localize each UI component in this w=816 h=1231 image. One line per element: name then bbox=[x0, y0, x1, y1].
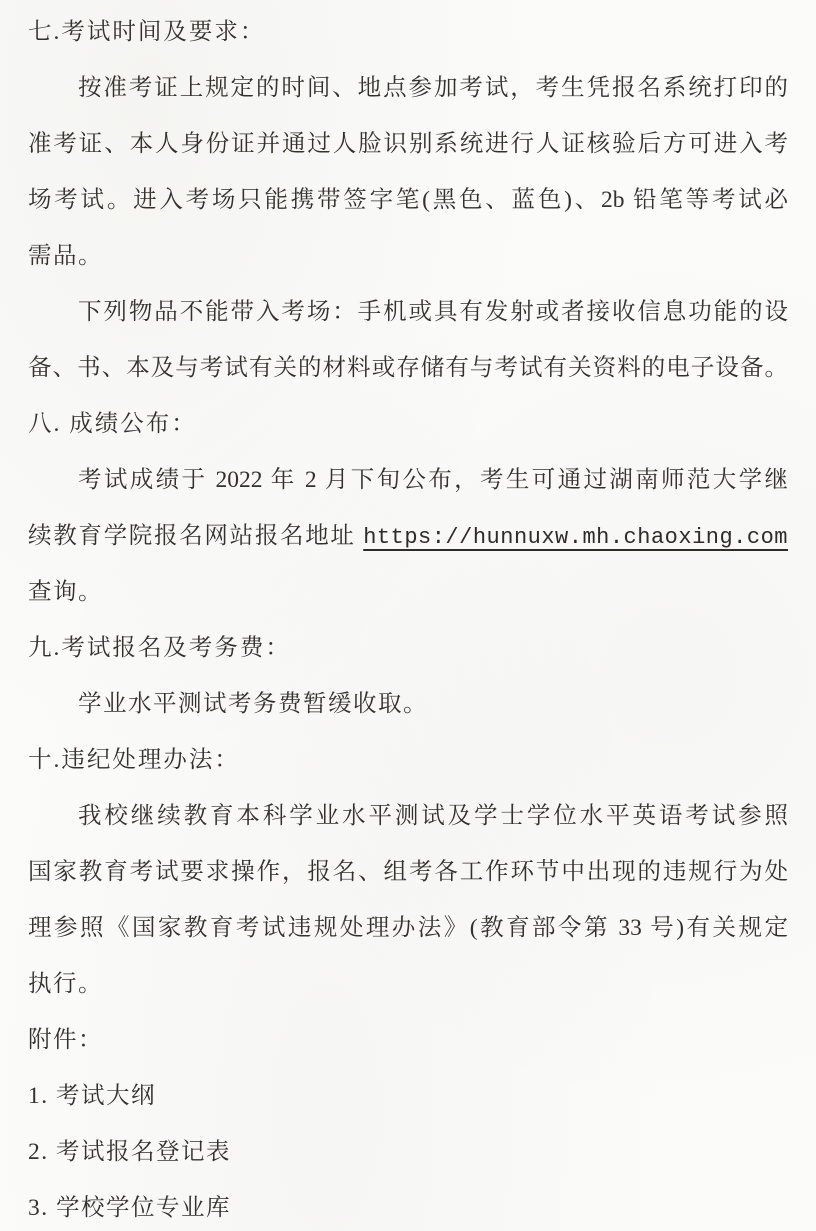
section-10-paragraph-1-line-4: 执行。 bbox=[28, 971, 103, 997]
section-8-paragraph-1-line-3: 查询。 bbox=[28, 579, 103, 605]
attachment-item-1: 1. 考试大纲 bbox=[28, 1083, 156, 1109]
registration-site-text: 续教育学院报名网站报名地址 bbox=[28, 523, 364, 549]
attachment-item-3: 3. 学校学位专业库 bbox=[28, 1195, 231, 1221]
section-10-paragraph-1-line-1: 我校继续教育本科学业水平测试及学士学位水平英语考试参照 bbox=[78, 803, 788, 829]
section-10-paragraph-1-line-3: 理参照《国家教育考试违规处理办法》(教育部令第 33 号)有关规定 bbox=[28, 915, 788, 941]
section-10-heading: 十.违纪处理办法： bbox=[28, 747, 240, 773]
section-7-paragraph-1-line-3: 场考试。进入考场只能携带签字笔(黑色、蓝色)、2b 铅笔等考试必 bbox=[28, 187, 788, 213]
section-7-paragraph-1-line-4: 需品。 bbox=[28, 243, 103, 269]
section-8-paragraph-1-line-2 bbox=[28, 508, 788, 564]
section-8-heading: 八. 成绩公布： bbox=[28, 411, 197, 437]
section-8-paragraph-1-line-1: 考试成绩于 2022 年 2 月下旬公布，考生可通过湖南师范大学继 bbox=[78, 467, 788, 493]
attachments-label: 附件： bbox=[28, 1027, 103, 1053]
section-9-paragraph-1-line-1: 学业水平测试考务费暂缓收取。 bbox=[78, 691, 428, 717]
section-7-paragraph-1-line-2: 准考证、本人身份证并通过人脸识别系统进行人证核验后方可进入考 bbox=[28, 131, 788, 157]
attachment-item-2: 2. 考试报名登记表 bbox=[28, 1139, 231, 1165]
section-9-heading: 九.考试报名及考务费： bbox=[28, 635, 291, 661]
registration-url-link[interactable]: https://hunnuxw.mh.chaoxing.com bbox=[363, 525, 788, 550]
section-7-heading: 七.考试时间及要求： bbox=[28, 19, 266, 45]
section-7-paragraph-2-line-2: 备、书、本及与考试有关的材料或存储有与考试有关资料的电子设备。 bbox=[28, 355, 788, 381]
section-7-paragraph-1-line-1: 按准考证上规定的时间、地点参加考试，考生凭报名系统打印的 bbox=[78, 75, 788, 101]
section-7-paragraph-2-line-1: 下列物品不能带入考场：手机或具有发射或者接收信息功能的设 bbox=[78, 299, 788, 325]
section-10-paragraph-1-line-2: 国家教育考试要求操作，报名、组考各工作环节中出现的违规行为处 bbox=[28, 859, 788, 885]
